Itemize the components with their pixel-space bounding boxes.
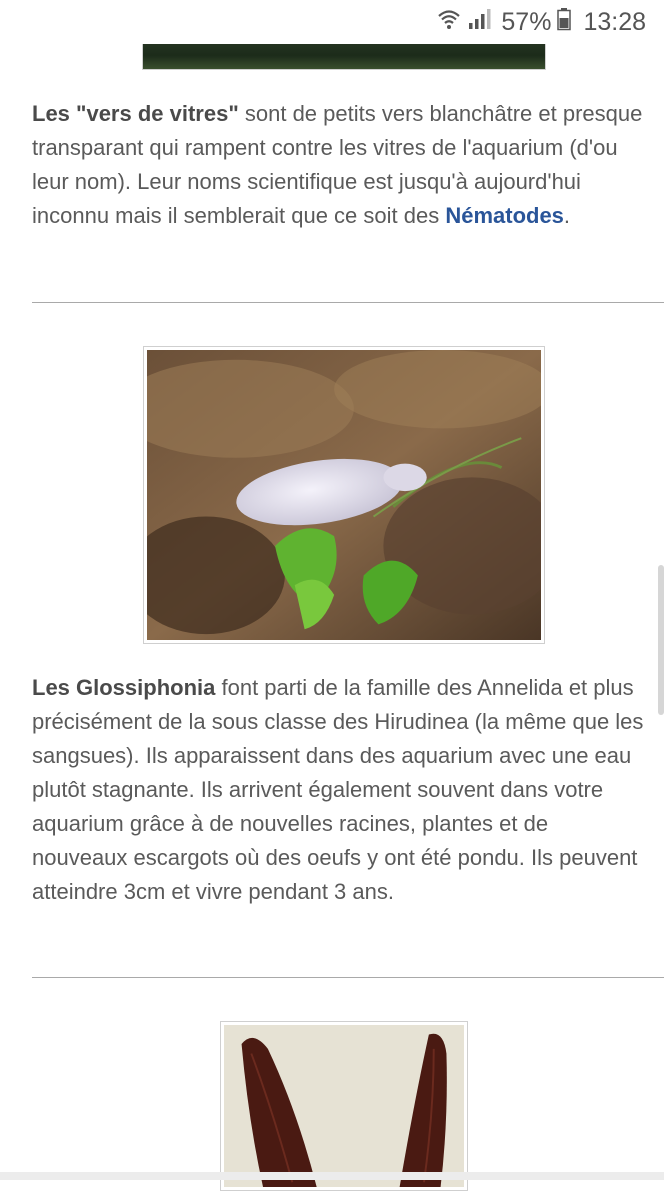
glossiphonia-photo bbox=[143, 346, 545, 644]
clock: 13:28 bbox=[583, 7, 646, 36]
paragraph-text-end: . bbox=[563, 203, 571, 228]
battery-icon bbox=[557, 7, 571, 38]
signal-icon bbox=[467, 7, 493, 38]
nematodes-link[interactable]: Nématodes bbox=[445, 203, 564, 228]
scroll-indicator[interactable] bbox=[658, 565, 664, 715]
paragraph-text: sont de petits vers blanchâtre et presque transparant qui rampent contre les vitres de l'aquarium (d'ou leur nom). Leur noms scientifique est jusqu'à aujourd'hui inconnu mais il semblerait que ce soit des bbox=[32, 101, 643, 228]
paragraph-glossiphonia bbox=[32, 671, 644, 909]
wifi-icon bbox=[437, 7, 461, 38]
bottom-bar bbox=[0, 1172, 664, 1180]
paragraph-text: font parti de la famille des Annelida et plus précisément de la sous classe des Hirudinea (la même que les sangsues). Ils apparaissent dans des aquarium avec une eau plutôt stagnante. Ils arrivent également souvent dans votre aquarium grâce à de nouvelles racines, plantes et de nouveaux escargots où des oeufs y ont été pondu. Ils peuvent atteindre 3cm et vivre pendant 3 ans. bbox=[32, 675, 644, 904]
divider bbox=[32, 302, 664, 303]
status-bar bbox=[0, 0, 664, 44]
bold-term-glossiphonia: Les Glossiphonia bbox=[32, 675, 216, 700]
bold-term-vers-de-vitres: Les "vers de vitres" bbox=[32, 101, 239, 126]
paragraph-vers-de-vitres bbox=[32, 97, 644, 233]
divider bbox=[32, 977, 664, 978]
battery-percentage: 57% bbox=[501, 7, 552, 36]
leech-photo bbox=[220, 1021, 468, 1191]
